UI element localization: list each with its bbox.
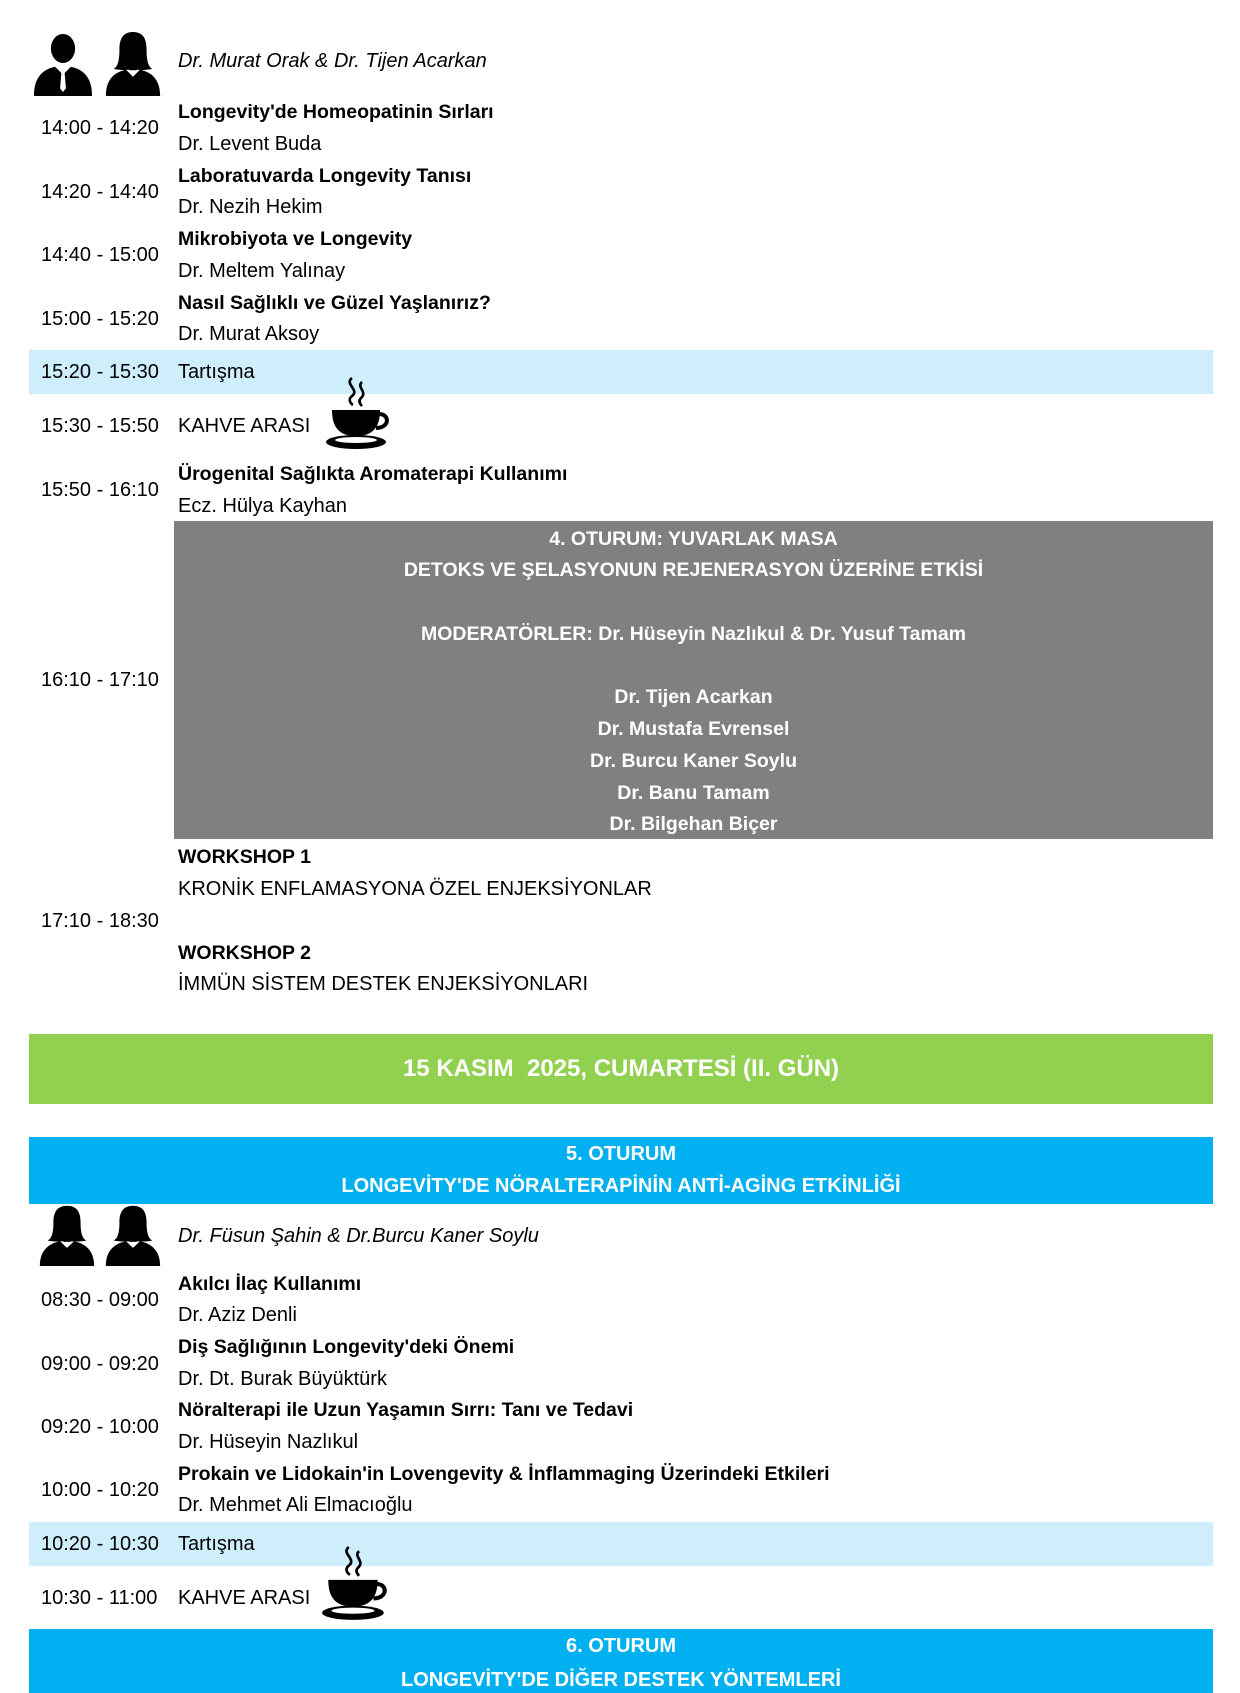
talk-speaker: Dr. Nezih Hekim: [178, 196, 323, 218]
session5-header: [29, 1137, 1213, 1204]
roundtable-moderators: MODERATÖRLER: Dr. Hüseyin Nazlıkul & Dr. Yusuf Tamam: [420, 623, 967, 645]
day-banner: [29, 1034, 1213, 1104]
talk-speaker: Ecz. Hülya Kayhan: [178, 495, 347, 517]
session5-moderators: Dr. Füsun Şahin & Dr.Burcu Kaner Soylu: [178, 1225, 539, 1247]
roundtable-box: [174, 521, 1213, 839]
talk-time: 14:00 - 14:20: [41, 117, 159, 139]
panelist: Dr. Mustafa Evrensel: [597, 718, 790, 740]
talk-title: Ürogenital Sağlıkta Aromaterapi Kullanımı: [178, 463, 568, 485]
talk-speaker: Dr. Aziz Denli: [178, 1304, 297, 1326]
talk-time: 14:40 - 15:00: [41, 244, 159, 266]
female-person-icon: [36, 1204, 98, 1266]
talk-title: Nöralterapi ile Uzun Yaşamın Sırrı: Tanı ve Tedavi: [178, 1399, 634, 1421]
discussion-label: Tartışma: [178, 1533, 255, 1555]
panelist: Dr. Bilgehan Biçer: [609, 813, 778, 835]
talk-title: Longevity'de Homeopatinin Sırları: [178, 101, 494, 123]
day-banner-title: 15 KASIM 2025, CUMARTESİ (II. GÜN): [402, 1055, 840, 1082]
talk-speaker: Dr. Meltem Yalınay: [178, 260, 346, 282]
panelist: Dr. Banu Tamam: [617, 782, 770, 804]
coffee-cup-icon: [322, 376, 394, 452]
male-person-icon: [32, 30, 94, 96]
talk-title: Diş Sağlığının Longevity'deki Önemi: [178, 1336, 515, 1358]
session6-header: [29, 1629, 1213, 1693]
talk-time: 08:30 - 09:00: [41, 1289, 159, 1311]
workshop-label: WORKSHOP 1: [178, 846, 311, 868]
talk-title: Mikrobiyota ve Longevity: [178, 228, 413, 250]
workshops-time: 17:10 - 18:30: [41, 910, 159, 932]
coffee-time: 15:30 - 15:50: [41, 415, 159, 437]
talk-speaker: Dr. Mehmet Ali Elmacıoğlu: [178, 1494, 413, 1516]
discussion-time: 15:20 - 15:30: [41, 361, 159, 383]
talk-title: Laboratuvarda Longevity Tanısı: [178, 165, 472, 187]
talk-title: Prokain ve Lidokain'in Lovengevity & İnflammaging Üzerindeki Etkileri: [178, 1463, 830, 1485]
panelist: Dr. Burcu Kaner Soylu: [590, 750, 797, 772]
workshop-title: KRONİK ENFLAMASYONA ÖZEL ENJEKSİYONLAR: [178, 878, 652, 900]
female-person-icon: [102, 1204, 164, 1266]
session3-moderators: Dr. Murat Orak & Dr. Tijen Acarkan: [178, 50, 487, 72]
talk-time: 09:20 - 10:00: [41, 1416, 159, 1438]
session6-subheading: LONGEVİTY'DE DİĞER DESTEK YÖNTEMLERİ: [401, 1669, 841, 1691]
talk-speaker: Dr. Dt. Burak Büyüktürk: [178, 1368, 387, 1390]
talk-speaker: Dr. Levent Buda: [178, 133, 322, 155]
talk-title: Nasıl Sağlıklı ve Güzel Yaşlanırız?: [178, 292, 491, 314]
talk-speaker: Dr. Murat Aksoy: [178, 323, 320, 345]
roundtable-subheading: DETOKS VE ŞELASYONUN REJENERASYON ÜZERİNE ETKİSİ: [403, 559, 984, 581]
talk-time: 10:00 - 10:20: [41, 1479, 159, 1501]
session6-heading: 6. OTURUM: [566, 1635, 676, 1657]
coffee-time: 10:30 - 11:00: [41, 1587, 158, 1609]
coffee-label: KAHVE ARASI: [178, 1587, 311, 1609]
coffee-label: KAHVE ARASI: [178, 415, 311, 437]
coffee-cup-icon: [318, 1545, 392, 1623]
female-person-icon: [102, 30, 164, 96]
session5-heading: 5. OTURUM: [566, 1143, 676, 1165]
discussion-label: Tartışma: [178, 361, 255, 383]
workshop-title: İMMÜN SİSTEM DESTEK ENJEKSİYONLARI: [178, 973, 589, 995]
workshop-label: WORKSHOP 2: [178, 942, 311, 964]
session5-subheading: LONGEVİTY'DE NÖRALTERAPİNİN ANTİ-AGİNG ETKİNLİĞİ: [341, 1175, 901, 1197]
talk-time: 15:00 - 15:20: [41, 308, 159, 330]
talk-speaker: Dr. Hüseyin Nazlıkul: [178, 1431, 359, 1453]
talk-time: 15:50 - 16:10: [41, 479, 159, 501]
talk-time: 09:00 - 09:20: [41, 1353, 159, 1375]
discussion-time: 10:20 - 10:30: [41, 1533, 159, 1555]
talk-title: Akılcı İlaç Kullanımı: [178, 1273, 362, 1295]
roundtable-time: 16:10 - 17:10: [41, 669, 159, 691]
panelist: Dr. Tijen Acarkan: [614, 686, 773, 708]
talk-time: 14:20 - 14:40: [41, 181, 159, 203]
roundtable-heading: 4. OTURUM: YUVARLAK MASA: [549, 528, 838, 550]
